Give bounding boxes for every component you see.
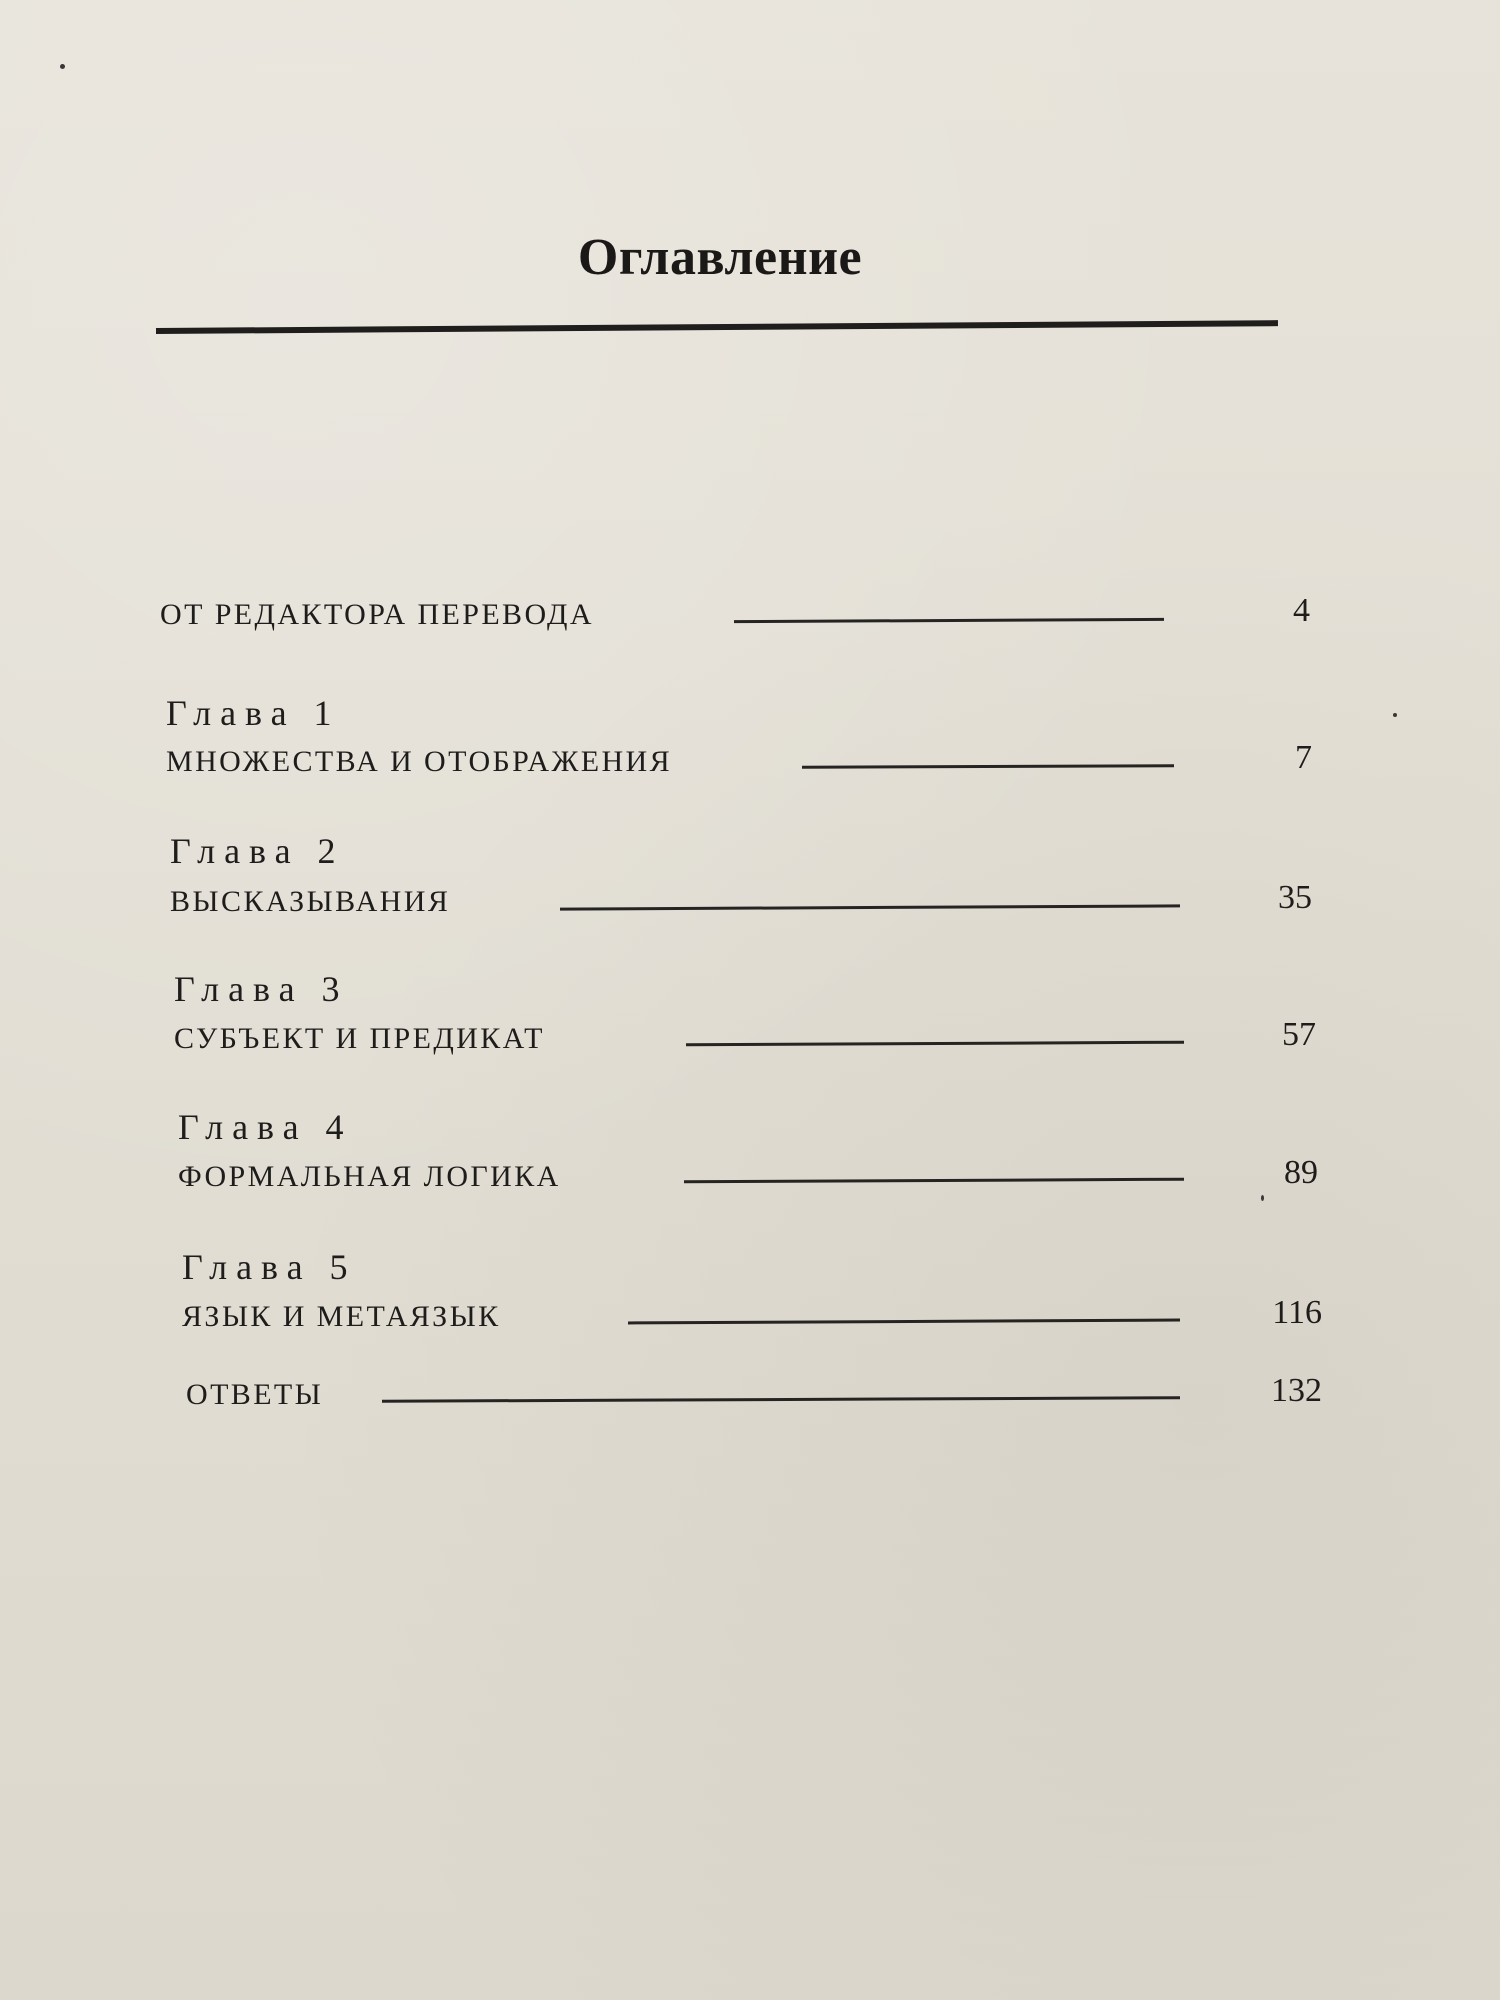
toc-entry-row xyxy=(186,1372,1366,1418)
toc-page-number: 4 xyxy=(1293,592,1310,629)
leader-line xyxy=(686,1041,1184,1047)
toc-page-number: 116 xyxy=(1272,1294,1322,1331)
toc-entry-title: ФОРМАЛЬНАЯ ЛОГИКА xyxy=(178,1160,561,1193)
toc-entry-row xyxy=(182,1294,1362,1340)
toc-page-number: 35 xyxy=(1278,879,1312,916)
leader-line xyxy=(628,1319,1180,1325)
toc-entry-row xyxy=(160,592,1340,638)
toc-entry-title: ОТВЕТЫ xyxy=(186,1378,324,1411)
toc-entry-title: ВЫСКАЗЫВАНИЯ xyxy=(170,885,451,918)
chapter-label: Глава 3 xyxy=(174,969,349,1009)
toc-entry-title: ЯЗЫК И МЕТАЯЗЫК xyxy=(182,1300,501,1333)
chapter-label: Глава 5 xyxy=(182,1247,357,1287)
toc-page-number: 57 xyxy=(1282,1016,1316,1053)
paper-speck xyxy=(60,64,65,69)
paper-speck xyxy=(1393,713,1397,717)
page-title: Оглавление xyxy=(577,229,863,286)
toc-page-number: 7 xyxy=(1295,739,1312,776)
toc-entry-row xyxy=(170,879,1350,925)
chapter-label: Глава 1 xyxy=(166,693,341,733)
toc-entry-title: СУБЪЕКТ И ПРЕДИКАТ xyxy=(174,1022,545,1055)
leader-line xyxy=(382,1396,1180,1402)
chapter-label: Глава 2 xyxy=(170,831,345,871)
toc-page-number: 89 xyxy=(1284,1154,1318,1191)
leader-line xyxy=(734,618,1164,623)
toc-entry-row xyxy=(166,739,1346,785)
toc-page-number: 132 xyxy=(1271,1372,1322,1409)
leader-line xyxy=(684,1178,1184,1184)
leader-line xyxy=(802,764,1174,769)
chapter-label: Глава 4 xyxy=(178,1107,353,1147)
toc-entry-title: МНОЖЕСТВА И ОТОБРАЖЕНИЯ xyxy=(166,745,672,778)
toc-entry-title: ОТ РЕДАКТОРА ПЕРЕВОДА xyxy=(160,598,594,631)
toc-entry-row xyxy=(174,1016,1354,1062)
leader-line xyxy=(560,904,1180,910)
paper-speck xyxy=(1261,1195,1264,1201)
toc-entry-row xyxy=(178,1154,1358,1200)
